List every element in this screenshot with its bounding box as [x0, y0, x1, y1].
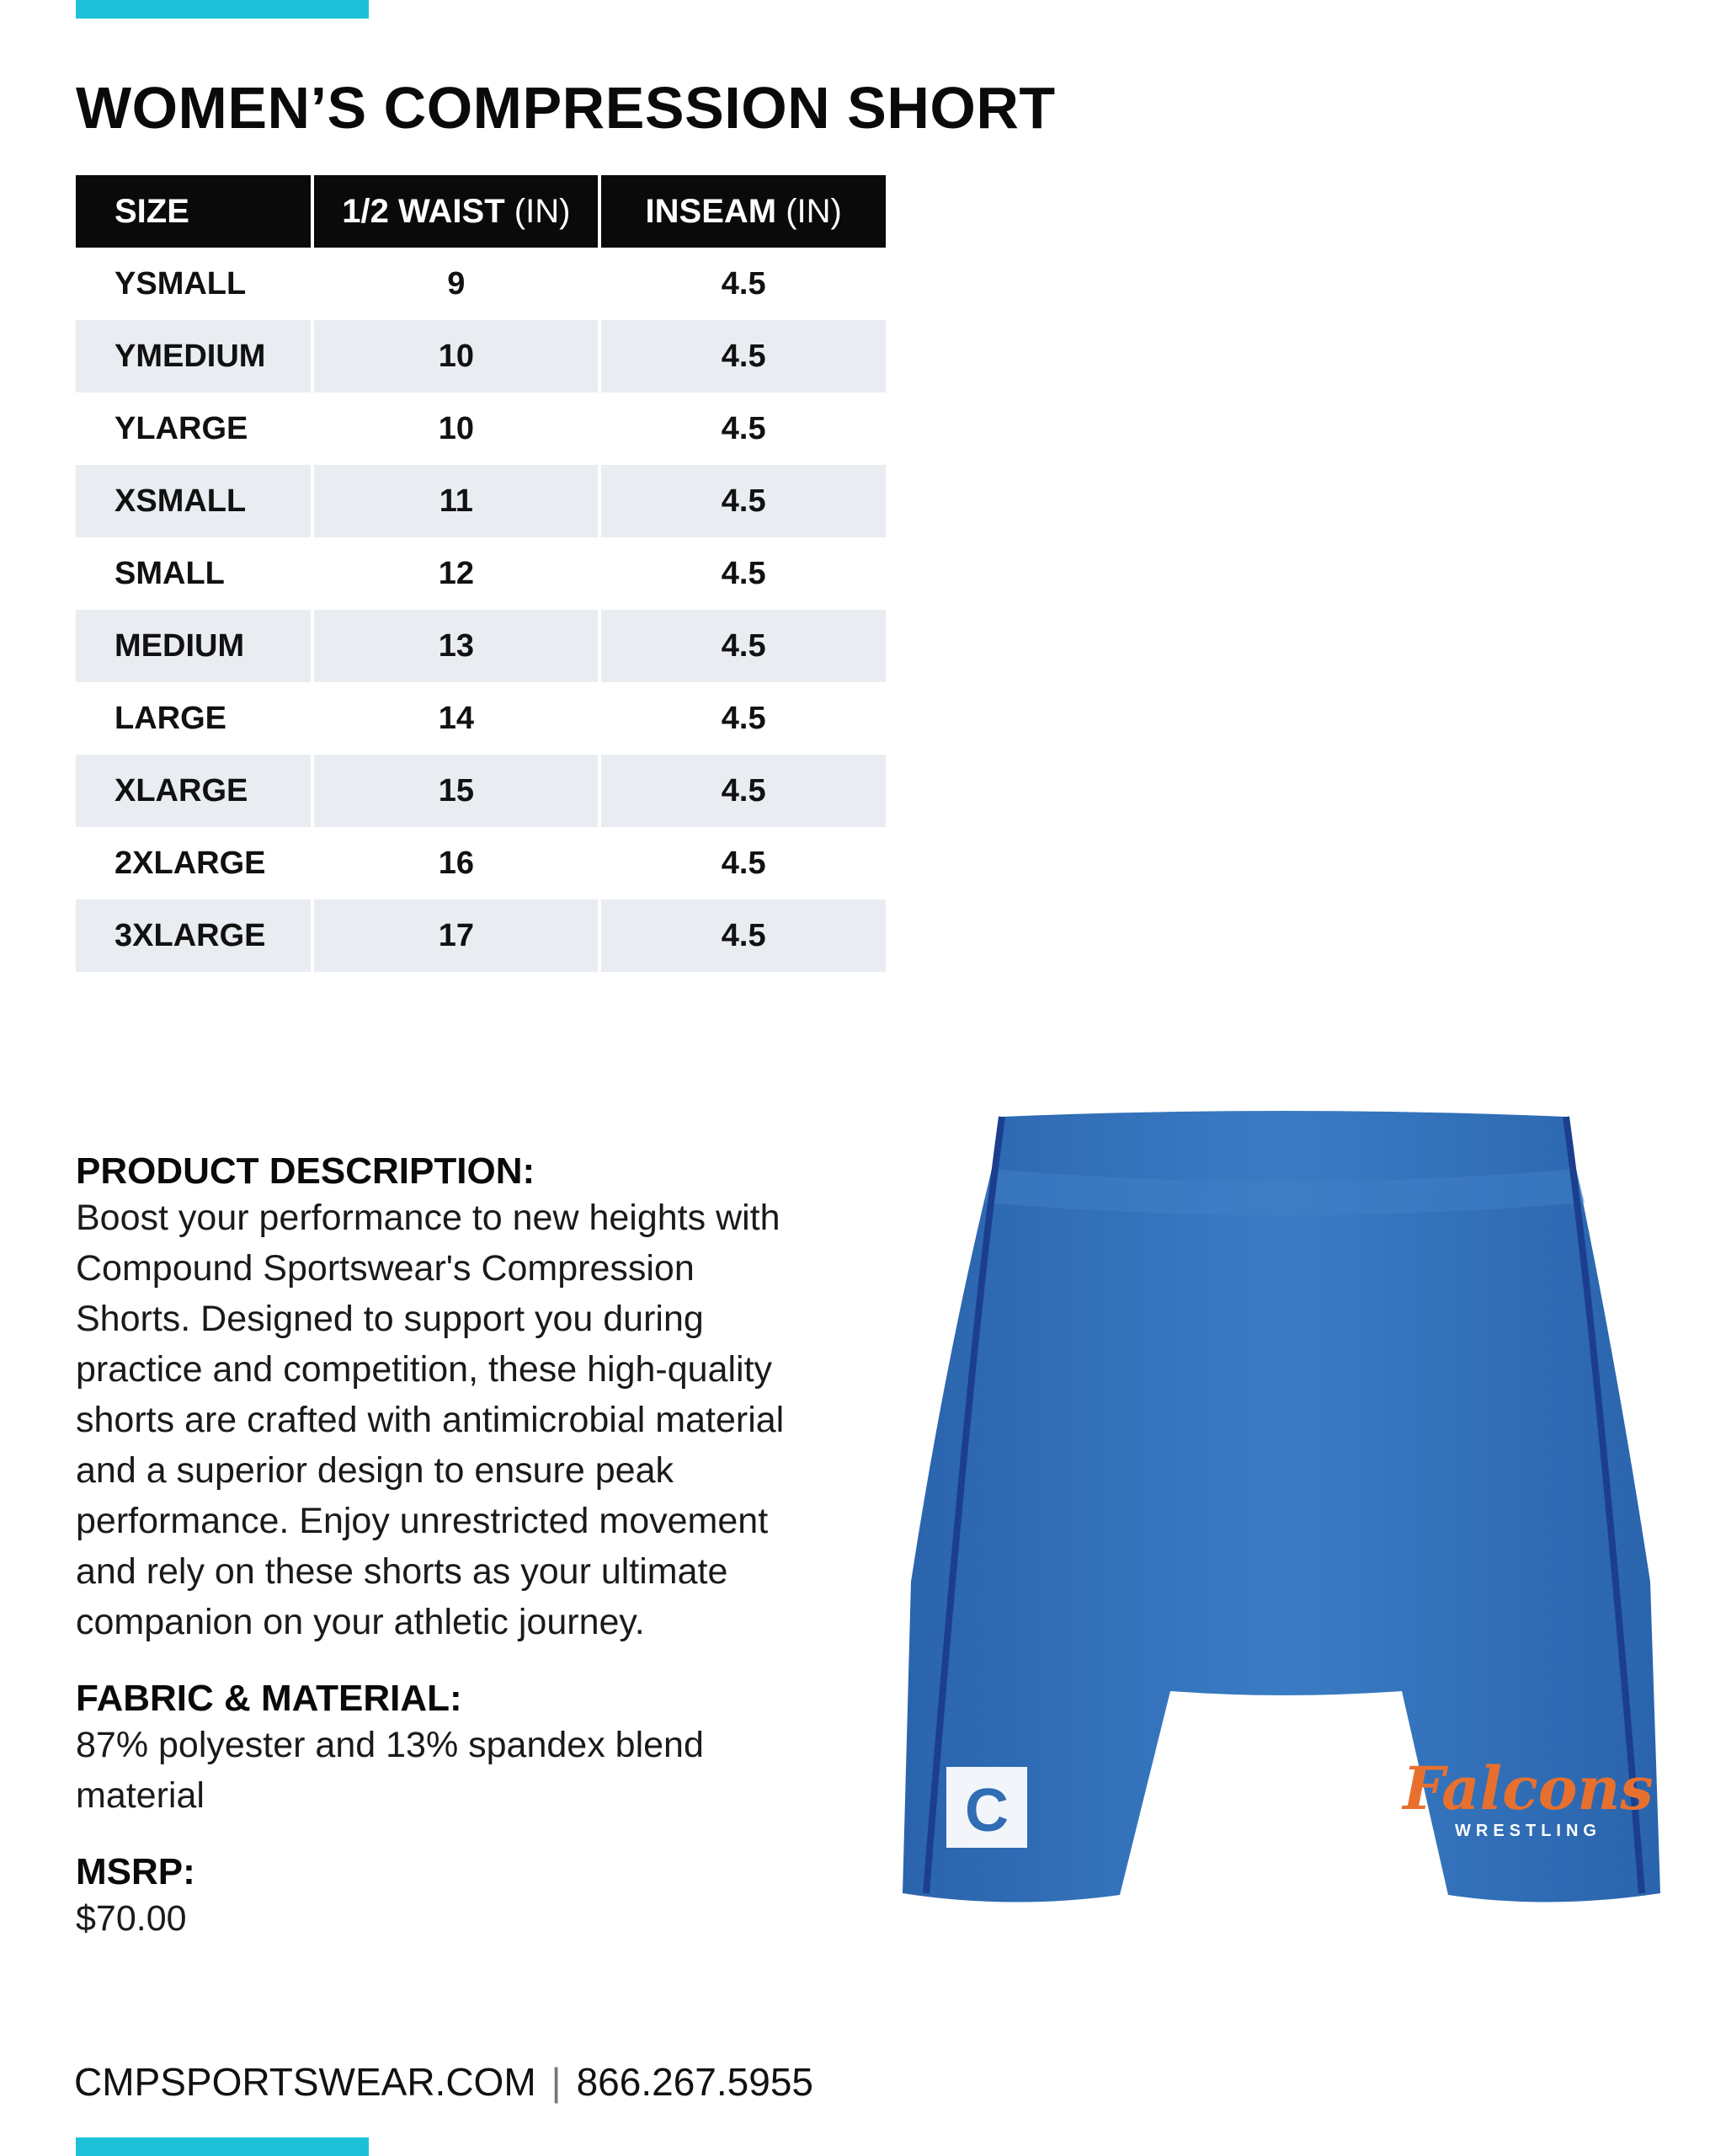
size-cell: YLARGE — [115, 410, 248, 446]
table-row — [76, 537, 886, 610]
bottom-accent-bar — [76, 2137, 369, 2156]
inseam-cell: 4.5 — [601, 320, 886, 392]
brand-badge-letter: C — [965, 1777, 1009, 1844]
table-row — [76, 899, 886, 972]
table-row — [76, 465, 886, 537]
fabric-line: material — [76, 1775, 205, 1816]
fabric-heading: FABRIC & MATERIAL: — [76, 1678, 462, 1719]
header-unit: (IN) — [776, 192, 842, 230]
wrestling-logo-text: WRESTLING — [1455, 1822, 1601, 1840]
waist-cell: 15 — [314, 755, 598, 827]
waist-cell: 10 — [314, 320, 598, 392]
table-row — [76, 755, 886, 827]
size-chart-table — [72, 175, 889, 972]
header-unit: (IN) — [504, 192, 571, 230]
size-cell: LARGE — [115, 700, 226, 736]
inseam-cell: 4.5 — [721, 265, 766, 302]
description-line: Compound Sportswear's Compression — [76, 1248, 695, 1289]
inseam-cell: 4.5 — [601, 465, 886, 537]
waist-cell: 14 — [438, 700, 474, 736]
page-title: WOMEN’S COMPRESSION SHORT — [76, 75, 1056, 141]
description-line: Boost your performance to new heights with — [76, 1198, 780, 1238]
description-heading: PRODUCT DESCRIPTION: — [76, 1150, 535, 1192]
size-cell: MEDIUM — [76, 610, 311, 682]
description-line: and a superior design to ensure peak — [76, 1450, 674, 1491]
description-line: performance. Enjoy unrestricted movement — [76, 1501, 769, 1541]
description-line: and rely on these shorts as your ultimate — [76, 1551, 728, 1592]
fabric-line: 87% polyester and 13% spandex blend — [76, 1725, 704, 1765]
waist-cell: 16 — [438, 845, 474, 881]
header-label: INSEAM — [645, 192, 777, 230]
header-label: 1/2 WAIST — [342, 192, 505, 230]
waist-cell: 11 — [314, 465, 598, 537]
footer-separator: | — [551, 2060, 562, 2104]
inseam-cell: 4.5 — [601, 755, 886, 827]
compression-short-image — [892, 1110, 1675, 1919]
footer — [74, 2059, 813, 2105]
inseam-cell: 4.5 — [601, 899, 886, 972]
description-line: Shorts. Designed to support you during — [76, 1299, 704, 1339]
table-row — [76, 610, 886, 682]
size-cell: 2XLARGE — [115, 845, 266, 881]
msrp-price: $70.00 — [76, 1898, 187, 1939]
table-row — [76, 682, 886, 755]
waist-cell: 10 — [438, 410, 474, 446]
size-cell: XSMALL — [76, 465, 311, 537]
table-row — [76, 392, 886, 465]
header-half-waist — [314, 175, 598, 248]
description-line: shorts are crafted with antimicrobial material — [76, 1400, 785, 1440]
size-cell: SMALL — [115, 555, 225, 591]
inseam-cell: 4.5 — [721, 700, 766, 736]
falcons-logo-text: Falcons — [1403, 1753, 1654, 1823]
footer-phone[interactable]: 866.267.5955 — [576, 2060, 813, 2104]
description-line: companion on your athletic journey. — [76, 1602, 645, 1642]
footer-website[interactable]: CMPSPORTSWEAR.COM — [74, 2060, 536, 2104]
top-accent-bar — [76, 0, 369, 19]
waist-cell: 12 — [438, 555, 474, 591]
inseam-cell: 4.5 — [721, 845, 766, 881]
size-cell: YMEDIUM — [76, 320, 311, 392]
table-row — [76, 320, 886, 392]
inseam-cell: 4.5 — [601, 610, 886, 682]
waist-cell: 17 — [314, 899, 598, 972]
inseam-cell: 4.5 — [721, 555, 766, 591]
table-header-row — [76, 175, 886, 248]
header-inseam — [601, 175, 886, 248]
header-size — [76, 175, 311, 248]
table-row — [76, 248, 886, 320]
product-info — [76, 1150, 918, 1944]
table-row — [76, 827, 886, 899]
header-label: SIZE — [115, 192, 189, 230]
waist-cell: 9 — [447, 265, 466, 302]
description-line: practice and competition, these high-quality — [76, 1349, 773, 1390]
msrp-heading: MSRP: — [76, 1851, 195, 1892]
size-cell: XLARGE — [76, 755, 311, 827]
size-cell: 3XLARGE — [76, 899, 311, 972]
inseam-cell: 4.5 — [721, 410, 766, 446]
waist-cell: 13 — [314, 610, 598, 682]
size-cell: YSMALL — [115, 265, 247, 302]
